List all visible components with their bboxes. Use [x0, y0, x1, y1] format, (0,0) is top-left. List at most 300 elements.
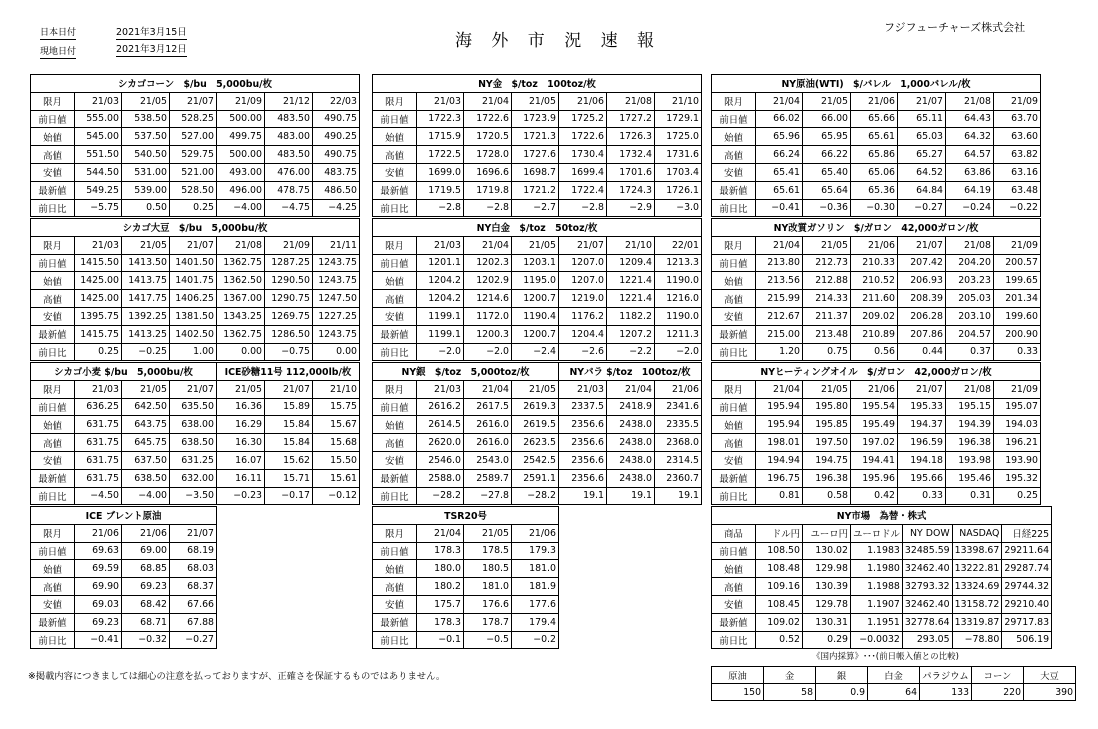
table-cell: 64.32	[946, 128, 994, 146]
table-cell: 21/08	[946, 92, 994, 110]
domestic-header: 銀	[816, 667, 868, 684]
row-label: 安値	[31, 307, 75, 325]
table-cell: 1195.0	[512, 272, 559, 290]
table-cell: 1286.50	[265, 325, 313, 343]
table-cell: 日経225	[1002, 524, 1052, 542]
table-cell: 21/10	[607, 236, 655, 254]
table-cell: 181.0	[512, 560, 559, 578]
table-cell: −0.24	[946, 199, 994, 217]
row-label: 最新値	[712, 613, 756, 631]
domestic-value: 133	[920, 684, 972, 701]
table-cell: 1703.4	[655, 163, 702, 181]
row-label: 前日値	[373, 110, 417, 128]
table-cell: 179.3	[512, 542, 559, 560]
table-title: NYヒーティングオイル $/ガロン 42,000ガロン/枚	[712, 363, 1041, 381]
table-cell: 2438.0	[607, 416, 655, 434]
table-cell: 2616.0	[464, 434, 512, 452]
table-cell: 21/06	[559, 92, 607, 110]
market-table	[711, 74, 1041, 217]
table-cell: 1413.75	[122, 272, 170, 290]
table-cell: 1425.00	[75, 272, 122, 290]
row-label: 前日値	[712, 110, 756, 128]
table-cell: 1415.50	[75, 254, 122, 272]
table-cell: 65.96	[756, 128, 803, 146]
table-cell: 21/09	[994, 236, 1041, 254]
table-cell: 1243.75	[313, 272, 360, 290]
table-cell: 108.50	[756, 542, 803, 560]
row-label: 高値	[373, 146, 417, 164]
table-cell: −0.25	[122, 343, 170, 361]
table-cell: 21/08	[607, 92, 655, 110]
row-label: 始値	[373, 416, 417, 434]
table-cell: 201.34	[994, 290, 1041, 308]
table-cell: 1728.0	[464, 146, 512, 164]
row-label: 前日値	[31, 254, 75, 272]
table-cell: 21/04	[756, 92, 803, 110]
table-cell: 212.88	[803, 272, 851, 290]
table-cell: 2543.0	[464, 451, 512, 469]
table-cell: NY DOW	[902, 524, 952, 542]
table-cell: 178.3	[417, 542, 464, 560]
table-cell: 21/10	[655, 92, 702, 110]
row-label: 最新値	[712, 469, 756, 487]
table-cell: −2.8	[464, 199, 512, 217]
table-cell: 1362.50	[217, 272, 265, 290]
table-cell: 1.1988	[851, 578, 903, 596]
row-label: 高値	[31, 146, 75, 164]
table-cell: 21/03	[417, 236, 464, 254]
table-cell: 68.71	[122, 613, 170, 631]
table-cell: 1721.2	[512, 181, 559, 199]
table-cell: 1721.3	[512, 128, 559, 146]
table-cell: 200.90	[994, 325, 1041, 343]
row-label: 安値	[373, 307, 417, 325]
row-label: 最新値	[373, 325, 417, 343]
table-cell: 2589.7	[464, 469, 512, 487]
row-label: 限月	[712, 92, 756, 110]
table-cell: 65.95	[803, 128, 851, 146]
table-cell: 204.57	[946, 325, 994, 343]
table-cell: 65.11	[898, 110, 946, 128]
table-cell: 21/05	[803, 92, 851, 110]
disclaimer: ※掲載内容につきましては細心の注意を払っておりますが、正確さを保証するものではありません。	[28, 671, 446, 682]
table-cell: 180.2	[417, 578, 464, 596]
table-cell: 1362.75	[217, 325, 265, 343]
table-cell: 483.50	[265, 110, 313, 128]
table-cell: −3.0	[655, 199, 702, 217]
table-cell: 486.50	[313, 181, 360, 199]
table-cell: 2546.0	[417, 451, 464, 469]
row-label: 安値	[712, 451, 756, 469]
table-cell: 1726.3	[607, 128, 655, 146]
table-cell: 0.00	[313, 343, 360, 361]
table-cell: 1726.1	[655, 181, 702, 199]
table-cell: 108.45	[756, 595, 803, 613]
table-cell: −78.80	[952, 631, 1002, 649]
table-cell: 1699.0	[417, 163, 464, 181]
table-cell: 529.75	[170, 146, 217, 164]
table-cell: 63.86	[946, 163, 994, 181]
table-cell: 65.41	[756, 163, 803, 181]
row-label: 高値	[712, 290, 756, 308]
table-cell: 63.82	[994, 146, 1041, 164]
table-cell: −4.50	[75, 487, 122, 505]
table-cell: 638.50	[170, 434, 217, 452]
domestic-header: パラジウム	[920, 667, 972, 684]
row-label: 限月	[31, 380, 75, 398]
table-cell: 293.05	[902, 631, 952, 649]
table-cell: 2356.6	[559, 416, 607, 434]
table-cell: 21/09	[265, 236, 313, 254]
row-label: 最新値	[31, 181, 75, 199]
table-cell: −2.0	[464, 343, 512, 361]
table-cell: 15.75	[313, 398, 360, 416]
table-cell: 69.23	[122, 578, 170, 596]
table-cell: 1696.6	[464, 163, 512, 181]
table-cell: 1727.6	[512, 146, 559, 164]
table-cell: −0.30	[851, 199, 898, 217]
table-cell: 21/04	[464, 92, 512, 110]
table-cell: −0.23	[217, 487, 265, 505]
table-cell: 1699.4	[559, 163, 607, 181]
table-cell: 211.37	[803, 307, 851, 325]
table-cell: −2.0	[655, 343, 702, 361]
table-cell: 1343.25	[217, 307, 265, 325]
table-cell: 65.86	[851, 146, 898, 164]
table-title: NY金 $/toz 100toz/枚	[373, 75, 702, 93]
table-cell: 631.75	[75, 469, 122, 487]
jp-date-label: 日本日付	[40, 25, 76, 40]
row-label: 限月	[373, 524, 417, 542]
table-cell: 29717.83	[1002, 613, 1052, 631]
table-cell: 1425.00	[75, 290, 122, 308]
table-cell: 130.39	[803, 578, 851, 596]
table-cell: −28.2	[512, 487, 559, 505]
domestic-header: コーン	[972, 667, 1024, 684]
table-cell: 15.84	[265, 434, 313, 452]
table-cell: 1362.75	[217, 254, 265, 272]
table-cell: 178.3	[417, 613, 464, 631]
row-label: 前日比	[373, 199, 417, 217]
table-cell: 181.9	[512, 578, 559, 596]
table-cell: 21/03	[417, 380, 464, 398]
table-cell: 2341.6	[655, 398, 702, 416]
table-cell: 545.00	[75, 128, 122, 146]
table-cell: 194.37	[898, 416, 946, 434]
table-cell: 195.46	[946, 469, 994, 487]
table-cell: 21/05	[217, 380, 265, 398]
table-cell: 69.00	[122, 542, 170, 560]
table-cell: 0.42	[851, 487, 898, 505]
table-cell: 1725.0	[655, 128, 702, 146]
table-cell: 196.38	[803, 469, 851, 487]
table-cell: 1401.75	[170, 272, 217, 290]
table-cell: −0.5	[464, 631, 512, 649]
row-label: 最新値	[373, 181, 417, 199]
table-cell: 1287.25	[265, 254, 313, 272]
table-cell: 196.59	[898, 434, 946, 452]
table-cell: 65.40	[803, 163, 851, 181]
table-cell: 65.36	[851, 181, 898, 199]
table-cell: 1190.0	[655, 307, 702, 325]
table-cell: 200.57	[994, 254, 1041, 272]
table-cell: −2.0	[417, 343, 464, 361]
row-label: 前日比	[712, 199, 756, 217]
row-label: 始値	[712, 272, 756, 290]
table-cell: 1.1951	[851, 613, 903, 631]
table-cell: 178.7	[464, 613, 512, 631]
table-cell: 0.33	[898, 487, 946, 505]
table-cell: 29211.64	[1002, 542, 1052, 560]
row-label: 前日比	[31, 343, 75, 361]
table-cell: 180.0	[417, 560, 464, 578]
row-label: 前日比	[31, 199, 75, 217]
table-cell: 0.50	[122, 199, 170, 217]
table-cell: −2.2	[607, 343, 655, 361]
table-cell: 19.1	[607, 487, 655, 505]
table-cell: 21/03	[75, 380, 122, 398]
table-cell: −2.9	[607, 199, 655, 217]
table-cell: 22/01	[655, 236, 702, 254]
row-label: 安値	[31, 163, 75, 181]
table-cell: 544.50	[75, 163, 122, 181]
row-label: 始値	[712, 128, 756, 146]
table-title: NY市場 為替・株式	[712, 507, 1052, 525]
table-cell: 68.37	[170, 578, 217, 596]
table-cell: 1200.7	[512, 325, 559, 343]
table-cell: 1201.1	[417, 254, 464, 272]
table-title: NY改質ガソリン $/ガロン 42,000ガロン/枚	[712, 219, 1041, 237]
table-cell: 1243.75	[313, 325, 360, 343]
row-label: 前日値	[373, 542, 417, 560]
row-label: 限月	[31, 236, 75, 254]
domestic-value: 150	[712, 684, 764, 701]
table-cell: 2542.5	[512, 451, 559, 469]
table-cell: 1199.1	[417, 325, 464, 343]
table-cell: 506.19	[1002, 631, 1052, 649]
table-cell: 16.36	[217, 398, 265, 416]
table-cell: 13158.72	[952, 595, 1002, 613]
table-cell: 0.44	[898, 343, 946, 361]
table-cell: 21/05	[122, 92, 170, 110]
table-cell: 1203.1	[512, 254, 559, 272]
table-cell: 178.5	[464, 542, 512, 560]
table-cell: 32462.40	[902, 560, 952, 578]
table-cell: 21/04	[756, 380, 803, 398]
table-cell: 195.94	[756, 416, 803, 434]
table-cell: 63.48	[994, 181, 1041, 199]
table-cell: 1.1983	[851, 542, 903, 560]
table-cell: 1725.2	[559, 110, 607, 128]
row-label: 前日値	[31, 398, 75, 416]
row-label: 始値	[712, 416, 756, 434]
table-cell: 109.16	[756, 578, 803, 596]
table-title: NYパラ $/toz 100toz/枚	[559, 363, 702, 381]
table-cell: 2614.5	[417, 416, 464, 434]
table-cell: 195.85	[803, 416, 851, 434]
row-label: 高値	[31, 434, 75, 452]
row-label: 最新値	[373, 613, 417, 631]
table-cell: 490.75	[313, 110, 360, 128]
local-date: 2021年3月12日	[116, 41, 187, 57]
table-cell: 195.54	[851, 398, 898, 416]
table-cell: 63.70	[994, 110, 1041, 128]
table-cell: 63.60	[994, 128, 1041, 146]
table-cell: 2356.6	[559, 451, 607, 469]
table-cell: 196.21	[994, 434, 1041, 452]
row-label: 限月	[373, 92, 417, 110]
table-cell: 21/06	[851, 236, 898, 254]
table-cell: 67.66	[170, 595, 217, 613]
market-table	[30, 218, 360, 361]
table-cell: 21/05	[803, 380, 851, 398]
table-cell: 1701.6	[607, 163, 655, 181]
domestic-value: 390	[1024, 684, 1076, 701]
table-cell: 21/07	[170, 236, 217, 254]
table-cell: 195.33	[898, 398, 946, 416]
table-cell: 551.50	[75, 146, 122, 164]
table-cell: 2438.0	[607, 451, 655, 469]
table-cell: 13324.69	[952, 578, 1002, 596]
table-cell: −0.22	[994, 199, 1041, 217]
domestic-header: 原油	[712, 667, 764, 684]
row-label: 安値	[712, 595, 756, 613]
table-cell: −4.00	[217, 199, 265, 217]
market-table	[372, 74, 702, 217]
table-cell: 643.75	[122, 416, 170, 434]
row-label: 最新値	[373, 469, 417, 487]
table-cell: 65.66	[851, 110, 898, 128]
table-cell: 15.62	[265, 451, 313, 469]
table-cell: 2619.3	[512, 398, 559, 416]
table-cell: 21/04	[464, 380, 512, 398]
row-label: 前日値	[712, 254, 756, 272]
table-cell: 213.48	[803, 325, 851, 343]
table-cell: 540.50	[122, 146, 170, 164]
row-label: 限月	[373, 380, 417, 398]
table-cell: 499.75	[217, 128, 265, 146]
table-cell: 180.5	[464, 560, 512, 578]
table-cell: 1413.25	[122, 325, 170, 343]
table-cell: 1202.3	[464, 254, 512, 272]
row-label: 安値	[712, 307, 756, 325]
table-cell: 1415.75	[75, 325, 122, 343]
table-cell: 64.52	[898, 163, 946, 181]
table-cell: 15.68	[313, 434, 360, 452]
table-cell: 1.00	[170, 343, 217, 361]
row-label: 最新値	[712, 181, 756, 199]
table-cell: −0.0032	[851, 631, 903, 649]
table-cell: 195.94	[756, 398, 803, 416]
table-cell: 69.90	[75, 578, 122, 596]
table-cell: 29287.74	[1002, 560, 1052, 578]
table-cell: 69.59	[75, 560, 122, 578]
table-cell: 21/06	[512, 524, 559, 542]
table-cell: 1247.50	[313, 290, 360, 308]
table-cell: 528.50	[170, 181, 217, 199]
table-cell: −2.7	[512, 199, 559, 217]
row-label: 前日値	[31, 542, 75, 560]
table-cell: 631.75	[75, 416, 122, 434]
table-cell: 15.50	[313, 451, 360, 469]
table-cell: 64.19	[946, 181, 994, 199]
table-cell: 493.00	[217, 163, 265, 181]
table-cell: 1182.2	[607, 307, 655, 325]
table-cell: 15.61	[313, 469, 360, 487]
table-cell: −4.00	[122, 487, 170, 505]
table-cell: 206.93	[898, 272, 946, 290]
table-cell: 21/03	[75, 92, 122, 110]
table-cell: 21/05	[803, 236, 851, 254]
market-table	[372, 218, 702, 361]
table-cell: 0.25	[75, 343, 122, 361]
table-cell: 2438.0	[607, 434, 655, 452]
table-cell: 21/08	[946, 380, 994, 398]
market-table	[30, 362, 360, 505]
table-cell: 196.75	[756, 469, 803, 487]
table-cell: 2620.0	[417, 434, 464, 452]
row-label: 最新値	[31, 325, 75, 343]
table-title: NY原油(WTI) $/バレル 1,000バレル/枚	[712, 75, 1041, 93]
table-cell: 0.56	[851, 343, 898, 361]
table-cell: 638.50	[122, 469, 170, 487]
row-label: 最新値	[31, 613, 75, 631]
table-cell: 65.64	[803, 181, 851, 199]
table-cell: 195.15	[946, 398, 994, 416]
table-cell: 636.25	[75, 398, 122, 416]
table-cell: 204.20	[946, 254, 994, 272]
row-label: 始値	[373, 560, 417, 578]
table-cell: 1730.4	[559, 146, 607, 164]
table-cell: NASDAQ	[952, 524, 1002, 542]
domestic-table	[711, 666, 1076, 701]
table-cell: 1221.4	[607, 290, 655, 308]
table-cell: 64.84	[898, 181, 946, 199]
table-cell: 195.07	[994, 398, 1041, 416]
table-cell: 199.65	[994, 272, 1041, 290]
table-cell: 207.86	[898, 325, 946, 343]
table-cell: 1406.25	[170, 290, 217, 308]
table-cell: −0.27	[898, 199, 946, 217]
table-cell: 21/04	[756, 236, 803, 254]
row-label: 限月	[31, 92, 75, 110]
table-cell: 1.20	[756, 343, 803, 361]
table-cell: 1722.6	[559, 128, 607, 146]
market-table	[711, 506, 1052, 649]
table-cell: 208.39	[898, 290, 946, 308]
table-cell: 21/07	[170, 380, 217, 398]
row-label: 安値	[31, 595, 75, 613]
table-cell: 632.00	[170, 469, 217, 487]
row-label: 前日比	[373, 631, 417, 649]
market-table	[372, 506, 559, 649]
table-cell: 108.48	[756, 560, 803, 578]
table-cell: 0.00	[217, 343, 265, 361]
row-label: 前日値	[373, 254, 417, 272]
table-cell: 1402.50	[170, 325, 217, 343]
row-label: 前日比	[712, 631, 756, 649]
table-cell: 0.58	[803, 487, 851, 505]
table-cell: 21/05	[122, 380, 170, 398]
row-label: 前日比	[31, 487, 75, 505]
table-cell: 176.6	[464, 595, 512, 613]
table-cell: −0.41	[756, 199, 803, 217]
table-cell: 2337.5	[559, 398, 607, 416]
table-cell: 1213.3	[655, 254, 702, 272]
table-cell: 21/06	[851, 380, 898, 398]
table-cell: 15.67	[313, 416, 360, 434]
table-cell: 0.52	[756, 631, 803, 649]
